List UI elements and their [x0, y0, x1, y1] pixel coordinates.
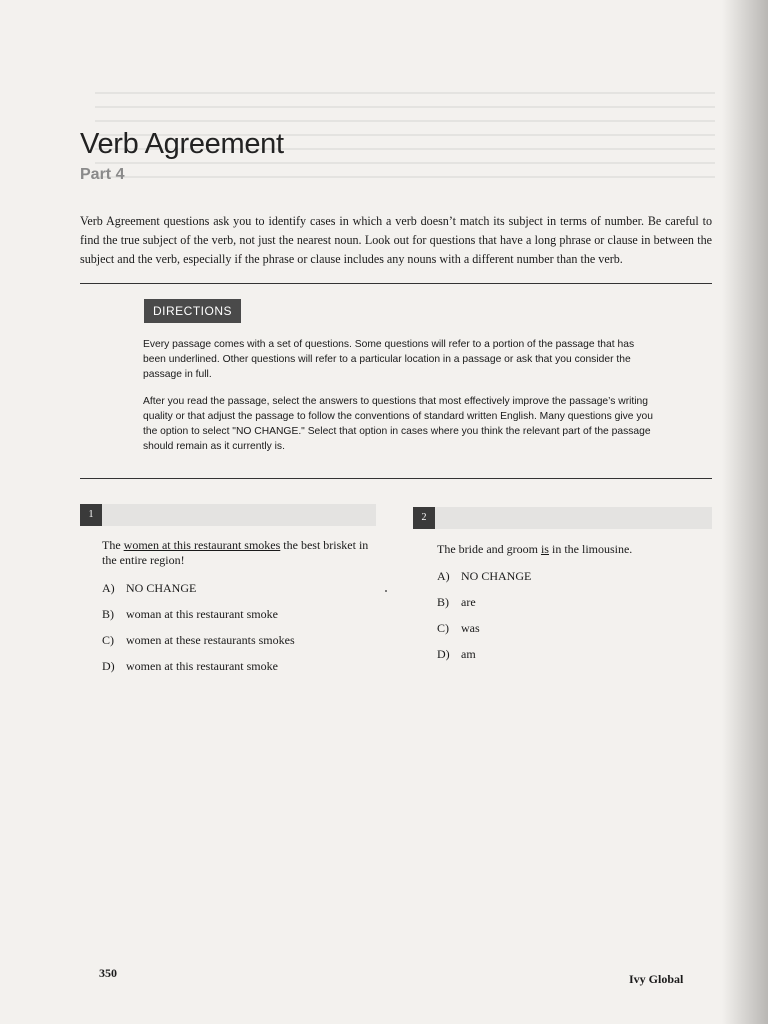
question-2-choice-c[interactable]: [437, 621, 531, 647]
choice-letter: D): [102, 659, 115, 673]
choice-letter: A): [102, 581, 115, 595]
question-2-stem-before: The bride and groom: [437, 542, 541, 556]
question-2-choice-d[interactable]: [437, 647, 531, 673]
publisher-name: Ivy Global: [629, 972, 684, 986]
question-2-stem-after: in the limousine.: [548, 542, 633, 556]
choice-letter: D): [437, 647, 450, 661]
choice-text: NO CHANGE: [461, 569, 532, 583]
choice-letter: B): [437, 595, 449, 609]
question-1-choices: [102, 581, 295, 685]
choice-letter: A): [437, 569, 450, 583]
question-2-header: [413, 507, 712, 529]
question-2-stem: [437, 542, 707, 557]
page-number: 350: [99, 966, 117, 980]
question-1-underlined: women at this restaurant smokes: [123, 538, 281, 552]
choice-letter: C): [102, 633, 114, 647]
choice-text: are: [461, 595, 476, 609]
page-binding-shadow: [722, 0, 768, 1024]
choice-text: am: [461, 647, 476, 661]
question-1-choice-b[interactable]: [102, 607, 295, 633]
question-2-choices: [437, 569, 531, 673]
question-1-choice-c[interactable]: [102, 633, 295, 659]
print-speck: [385, 590, 387, 592]
directions-body: [143, 337, 653, 466]
question-1-stem-before: The: [102, 538, 124, 552]
directions-top-rule: [80, 283, 712, 284]
question-1-stem-after: the best brisket in the entire region!: [102, 538, 369, 567]
choice-letter: C): [437, 621, 449, 635]
question-1-number: 1: [80, 504, 102, 526]
question-1-choice-a[interactable]: [102, 581, 295, 607]
question-1-header: [80, 504, 376, 526]
choice-text: NO CHANGE: [126, 581, 197, 595]
directions-paragraph-1: Every passage comes with a set of questions. Some questions will refer to a portion of the passage that has been underlined. Other questions will refer to a particular location in a passage or ask that you consider the passage in full.: [143, 339, 635, 380]
intro-paragraph: Verb Agreement questions ask you to identify cases in which a verb doesn’t match its subject in terms of number. Be careful to find the true subject of the verb, not just the nearest noun. Look out for questions that have a long phrase or clause in between the subject and the verb, especially if the phrase or clause includes any nouns with a different number than the verb.: [80, 214, 712, 266]
choice-text: women at these restaurants smokes: [126, 633, 295, 647]
question-2-number: 2: [413, 507, 435, 529]
directions-paragraph-2: After you read the passage, select the answers to questions that most effectively improve the passage’s writing quality or that adjust the passage to follow the conventions of standard written English. Many questions give you the option to select "NO CHANGE." Select that option in cases where you think the relevant part of the passage should remain as it currently is.: [143, 396, 653, 452]
choice-text: women at this restaurant smoke: [126, 659, 278, 673]
choice-text: was: [461, 621, 480, 635]
question-1-choice-d[interactable]: [102, 659, 295, 685]
choice-letter: B): [102, 607, 114, 621]
question-1-stem: [102, 538, 372, 568]
directions-bottom-rule: [80, 478, 712, 479]
question-2-underlined: is: [540, 542, 549, 556]
choice-text: woman at this restaurant smoke: [126, 607, 278, 621]
page-title: Verb Agreement: [80, 128, 284, 160]
page-subtitle: Part 4: [80, 166, 125, 183]
question-2-choice-b[interactable]: [437, 595, 531, 621]
directions-label: DIRECTIONS: [144, 299, 241, 323]
question-2-choice-a[interactable]: [437, 569, 531, 595]
